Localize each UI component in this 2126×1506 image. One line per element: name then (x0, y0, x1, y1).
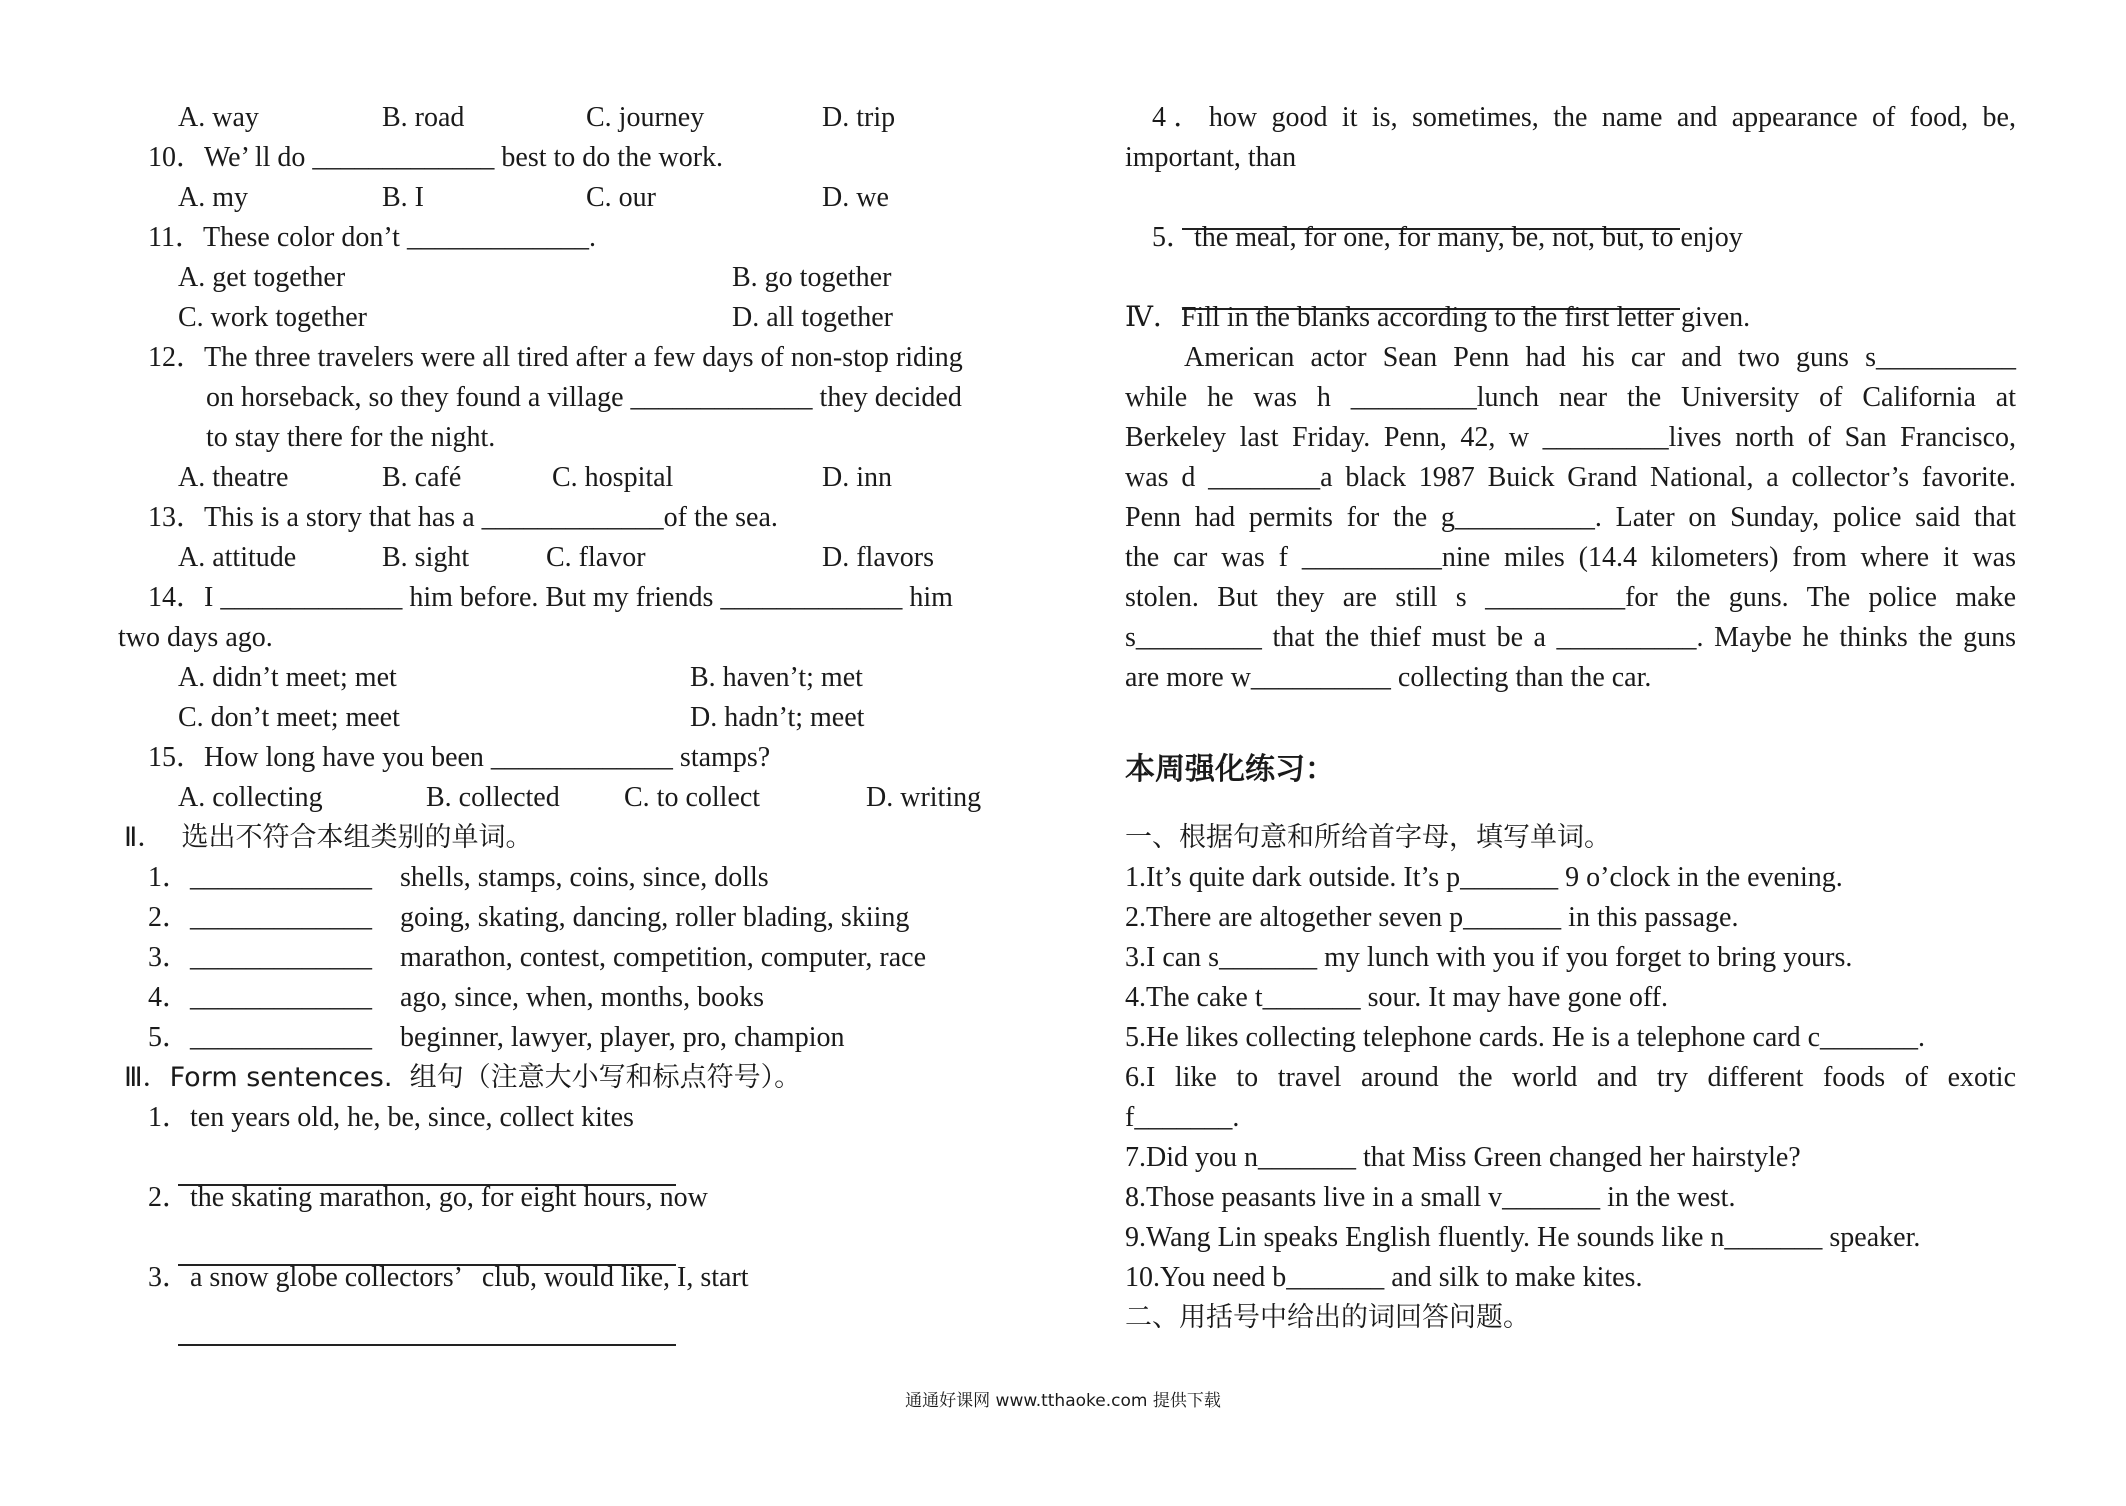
left-line: two days ago. (118, 622, 273, 653)
weekly-practice-heading: 本周强化练习： (1125, 752, 1335, 787)
right-line: 1.It’s quite dark outside. It’s p_______ 9 o’clock in the evening. (1125, 862, 1843, 893)
left-line: C. our (586, 182, 656, 213)
right-line: 5.He likes collecting telephone cards. He is a telephone card c_______. (1125, 1022, 1926, 1053)
left-line: D. flavors (822, 542, 934, 573)
left-line: A. theatre (178, 462, 289, 493)
right-line: s_________ that the thief must be a __________. Maybe he thinks the guns (1125, 622, 2016, 653)
left-line: 15．How long have you been _____________ stamps? (148, 742, 771, 773)
left-line: C. to collect (624, 782, 761, 813)
footer-source: 通通好课网 www.tthaoke.com 提供下载 (905, 1391, 1221, 1411)
left-line: 2．the skating marathon, go, for eight hours, now (148, 1182, 708, 1213)
right-line: 10.You need b_______ and silk to make kites. (1125, 1262, 1643, 1293)
right-line: f_______. (1125, 1102, 1240, 1133)
right-line: 8.Those peasants live in a small v_______ in the west. (1125, 1182, 1736, 1213)
right-line: 6.I like to travel around the world and try different foods of exotic (1125, 1062, 2016, 1093)
right-line: 2.There are altogether seven p_______ in this passage. (1125, 902, 1739, 933)
left-line: D. trip (822, 102, 896, 133)
right-line: Berkeley last Friday. Penn, 42, w _________lives north of San Francisco, (1125, 422, 2016, 453)
right-line: 5．the meal, for one, for many, be, not, but, to enjoy (1152, 222, 1743, 253)
left-line: 4．_____________ ago, since, when, months, books (148, 982, 764, 1013)
left-line: B. sight (382, 542, 470, 573)
left-line: 1．ten years old, he, be, since, collect kites (148, 1102, 634, 1133)
left-line: to stay there for the night. (206, 422, 496, 453)
left-line: C. hospital (552, 462, 674, 493)
right-line: 3.I can s_______ my lunch with you if you forget to bring yours. (1125, 942, 1853, 973)
right-line: was d ________a black 1987 Buick Grand National, a collector’s favorite. (1125, 462, 2016, 493)
right-line: 二、用括号中给出的词回答问题。 (1125, 1302, 1530, 1333)
left-line: B. café (382, 462, 462, 493)
left-line: A. my (178, 182, 248, 213)
left-line: 12．The three travelers were all tired after a few days of non-stop riding (148, 342, 963, 373)
left-line: 2．_____________ going, skating, dancing, roller blading, skiing (148, 902, 910, 933)
left-line: 3．a snow globe collectors’ club, would like, I, start (148, 1262, 749, 1293)
left-line: A. didn’t meet; met (178, 662, 397, 693)
left-line: D. hadn’t; meet (690, 702, 865, 733)
left-line: 14．I _____________ him before. But my friends _____________ him (148, 582, 953, 613)
left-line: A. get together (178, 262, 346, 293)
left-line: B. road (382, 102, 465, 133)
right-line: important, than (1125, 142, 1297, 173)
right-line: Ⅳ．Fill in the blanks according to the first letter given. (1125, 302, 1751, 333)
right-line: 7.Did you n_______ that Miss Green changed her hairstyle? (1125, 1142, 1801, 1173)
right-line: Penn had permits for the g__________. Later on Sunday, police said that (1125, 502, 2016, 533)
left-line: D. inn (822, 462, 892, 493)
left-line: 10．We’ ll do _____________ best to do the work. (148, 142, 724, 173)
left-line: Ⅲ．Form sentences. 组句（注意大小写和标点符号）。 (124, 1062, 802, 1093)
left-line: on horseback, so they found a village _____________ they decided (206, 382, 962, 413)
left-line: D. we (822, 182, 889, 213)
left-line: C. work together (178, 302, 367, 333)
left-line: C. flavor (546, 542, 646, 573)
right-line: are more w__________ collecting than the car. (1125, 662, 1652, 693)
left-line: 11．These color don’t _____________. (148, 222, 596, 253)
left-line: 1．_____________ shells, stamps, coins, since, dolls (148, 862, 769, 893)
right-line: stolen. But they are still s __________for the guns. The police make (1125, 582, 2016, 613)
left-line: Ⅱ． 选出不符合本组类别的单词。 (124, 822, 533, 853)
right-line: 4．how good it is, sometimes, the name and appearance of food, be, (1152, 102, 2016, 133)
left-line: 5．_____________ beginner, lawyer, player, pro, champion (148, 1022, 845, 1053)
left-line: D. writing (866, 782, 982, 813)
left-line: 13．This is a story that has a _____________of the sea. (148, 502, 778, 533)
left-line: C. don’t meet; meet (178, 702, 400, 733)
left-line: B. go together (732, 262, 892, 293)
left-line: D. all together (732, 302, 893, 333)
right-line: American actor Sean Penn had his car and two guns s__________ (1184, 342, 2016, 373)
right-line: while he was h _________lunch near the University of California at (1125, 382, 2016, 413)
left-line: B. collected (426, 782, 560, 813)
left-line: A. way (178, 102, 259, 133)
right-line: the car was f __________nine miles (14.4 kilometers) from where it was (1125, 542, 2016, 573)
left-line: B. I (382, 182, 424, 213)
right-line: 4.The cake t_______ sour. It may have gone off. (1125, 982, 1669, 1013)
left-line: C. journey (586, 102, 705, 133)
right-line: 9.Wang Lin speaks English fluently. He sounds like n_______ speaker. (1125, 1222, 1921, 1253)
left-line: A. collecting (178, 782, 323, 813)
right-line: 一、根据句意和所给首字母，填写单词。 (1125, 822, 1611, 853)
answer-line[interactable] (178, 1344, 676, 1346)
left-line: B. haven’t; met (690, 662, 863, 693)
left-line: 3．_____________ marathon, contest, competition, computer, race (148, 942, 927, 973)
left-line: A. attitude (178, 542, 297, 573)
